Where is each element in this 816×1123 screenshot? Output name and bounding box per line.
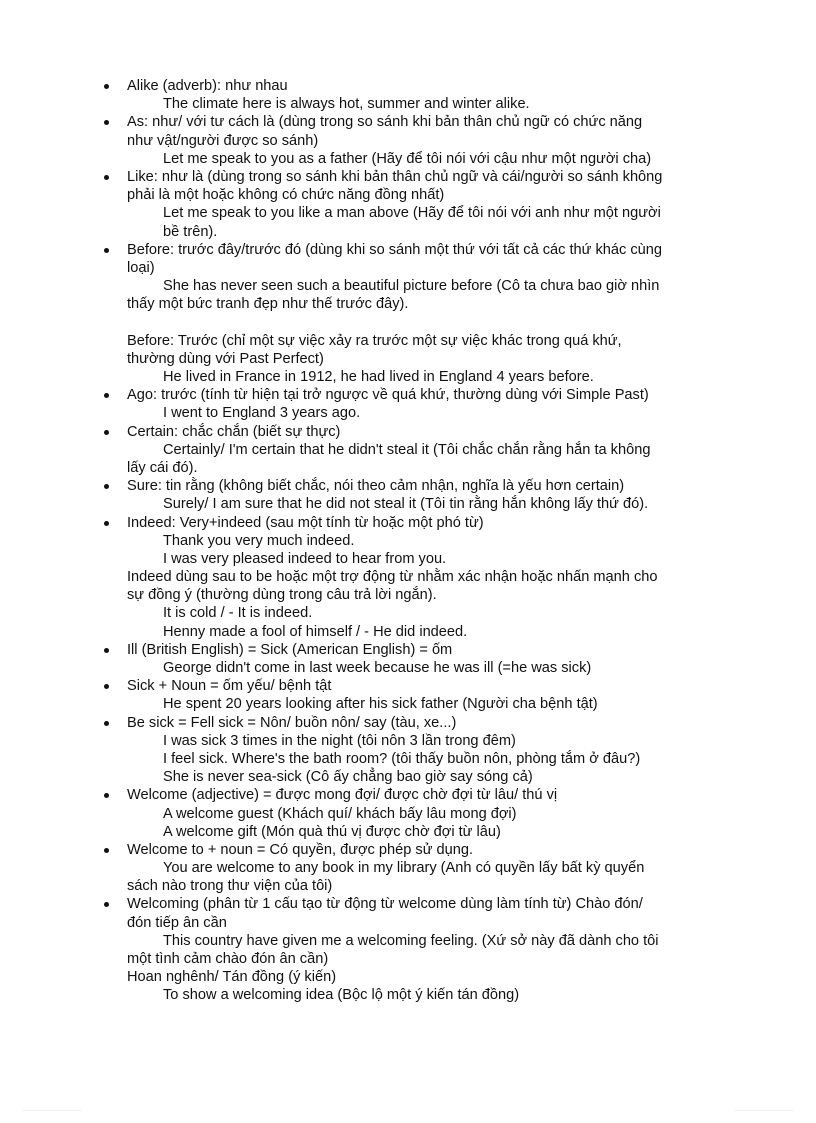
text-line: Let me speak to you as a father (Hãy để tôi nói với cậu như một người cha) [163, 150, 652, 167]
text-line: Before: Trước (chỉ một sự việc xảy ra trước một sự việc khác trong quá khứ, [127, 332, 622, 349]
text-line: I was very pleased indeed to hear from you. [163, 550, 447, 567]
text-line: This country have given me a welcoming feeling. (Xứ sở này đã dành cho tôi [163, 932, 659, 949]
bullet-item: Sick + Noun = ốm yếu/ bệnh tật [127, 677, 737, 695]
text-line: He lived in France in 1912, he had lived in England 4 years before. [163, 369, 594, 385]
text-line: Hoan nghênh/ Tán đồng (ý kiến) [127, 969, 337, 986]
page-edge-mark [734, 1110, 794, 1111]
text-line: She is never sea-sick (Cô ấy chẳng bao giờ say sóng cả) [163, 769, 533, 786]
text-line: You are welcome to any book in my library (Anh có quyền lấy bất kỳ quyển [163, 860, 645, 877]
text-line: A welcome gift (Món quà thú vị được chờ đợi từ lâu) [163, 823, 501, 840]
text-line: Indeed dùng sau to be hoặc một trợ động từ nhằm xác nhận hoặc nhấn mạnh cho [127, 569, 658, 586]
text-line: I was sick 3 times in the night (tôi nôn 3 lần trong đêm) [163, 732, 516, 749]
text-line: thấy một bức tranh đẹp như thế trước đây). [127, 296, 409, 313]
bullet-item: Sure: tin rằng (không biết chắc, nói theo cảm nhận, nghĩa là yếu hơn certain) [127, 477, 737, 495]
text-line: thường dùng với Past Perfect) [127, 350, 324, 367]
bullet-item: Certain: chắc chắn (biết sự thực) [127, 423, 737, 441]
bullet-item: Welcoming (phân từ 1 cấu tạo từ động từ welcome dùng làm tính từ) Chào đón/ [127, 895, 737, 913]
text-line: phải là một hoặc không có chức năng đồng nhất) [127, 187, 445, 204]
text-line: To show a welcoming idea (Bộc lộ một ý kiến tán đồng) [163, 987, 520, 1004]
text-line: Let me speak to you like a man above (Hãy để tôi nói với anh như một người [163, 205, 661, 222]
document-body [127, 77, 737, 1005]
bullet-item: Before: trước đây/trước đó (dùng khi so sánh một thứ với tất cả các thứ khác cùng [127, 241, 737, 259]
text-line: Henny made a fool of himself / - He did indeed. [163, 623, 468, 640]
text-line: A welcome guest (Khách quí/ khách bấy lâu mong đợi) [163, 805, 517, 822]
text-line: sách nào trong thư viện của tôi) [127, 878, 333, 895]
text-line: một tình cảm chào đón ân cần) [127, 951, 329, 967]
text-line: George didn't come in last week because he was ill (=he was sick) [163, 660, 592, 676]
text-line: It is cold / - It is indeed. [163, 605, 313, 622]
text-line: The climate here is always hot, summer and winter alike. [163, 96, 530, 113]
text-line: loại) [127, 259, 155, 276]
text-line: She has never seen such a beautiful picture before (Cô ta chưa bao giờ nhìn [163, 278, 660, 295]
bullet-item: Ago: trước (tính từ hiện tại trở ngược về quá khứ, thường dùng với Simple Past) [127, 386, 737, 404]
bullet-item: Indeed: Very+indeed (sau một tính từ hoặc một phó từ) [127, 514, 737, 532]
text-line: Surely/ I am sure that he did not steal it (Tôi tin rằng hắn không lấy thứ đó). [163, 496, 649, 513]
text-line: lấy cái đó). [127, 459, 198, 476]
bullet-item: Welcome to + noun = Có quyền, được phép sử dụng. [127, 841, 737, 859]
bullet-item: Welcome (adjective) = được mong đợi/ được chờ đợi từ lâu/ thú vị [127, 786, 737, 804]
bullet-item: As: như/ với tư cách là (dùng trong so sánh khi bản thân chủ ngữ có chức năng [127, 113, 737, 131]
text-line: I feel sick. Where's the bath room? (tôi thấy buồn nôn, phòng tắm ở đâu?) [163, 750, 641, 767]
text-line: đón tiếp ân cần [127, 914, 227, 931]
blank-line [127, 313, 737, 331]
bullet-item: Alike (adverb): như nhau [127, 77, 737, 95]
text-line: bề trên). [163, 223, 218, 240]
bullet-item: Ill (British English) = Sick (American English) = ốm [127, 641, 737, 659]
bullet-item: Be sick = Fell sick = Nôn/ buồn nôn/ say (tàu, xe...) [127, 714, 737, 732]
text-line: như vật/người được so sánh) [127, 132, 319, 149]
bullet-item: Like: như là (dùng trong so sánh khi bản thân chủ ngữ và cái/người so sánh không [127, 168, 737, 186]
text-line: He spent 20 years looking after his sick father (Người cha bệnh tật) [163, 696, 598, 713]
text-line: I went to England 3 years ago. [163, 405, 361, 422]
page-edge-mark [22, 1110, 82, 1111]
text-line: sự đồng ý (thường dùng trong câu trả lời ngắn). [127, 587, 437, 604]
text-line: Thank you very much indeed. [163, 532, 355, 549]
text-line: Certainly/ I'm certain that he didn't steal it (Tôi chắc chắn rằng hắn ta không [163, 441, 651, 458]
